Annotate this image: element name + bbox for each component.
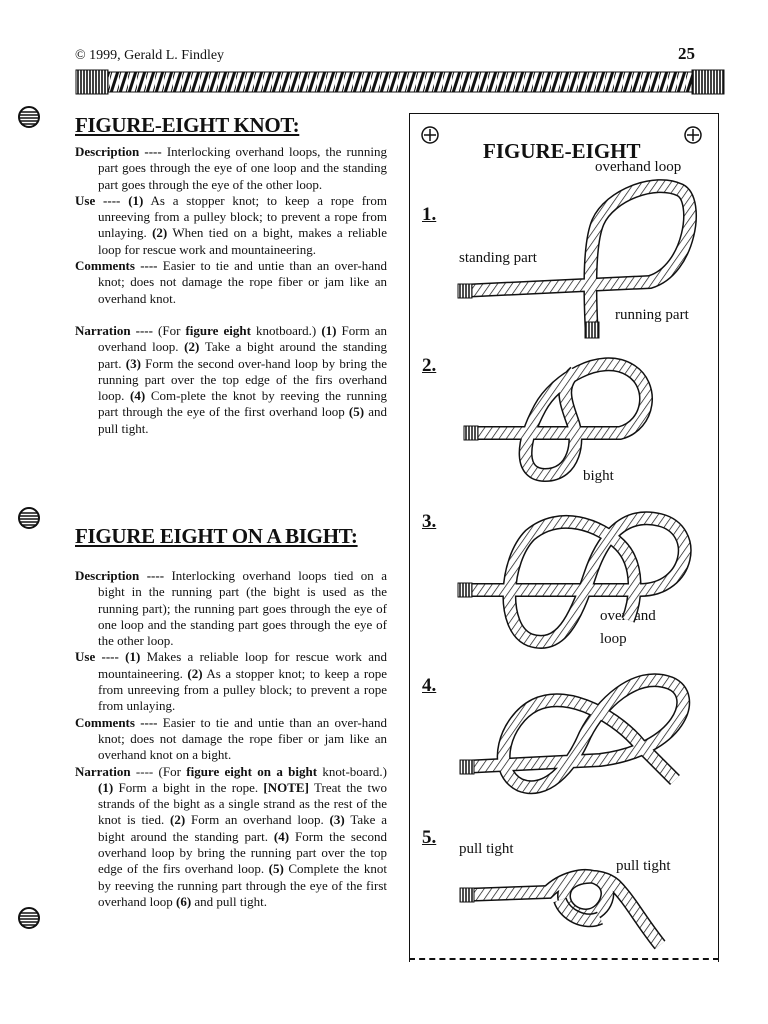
section-title-figure-eight-on-a-bight: FIGURE EIGHT ON A BIGHT: xyxy=(75,524,358,548)
description-text: Interlocking overhand loops tied on a bight in the running part (the bight is used as the running part); the running part goes through the eye of one loop and the standing part goes through the eye of the other loop. xyxy=(98,568,387,649)
step-number: (4) xyxy=(130,388,146,404)
label-overhand: overhand xyxy=(600,608,656,624)
narration-text: Com-plete the knot by reeving the running part through the eye of the first overhand loop xyxy=(98,388,387,420)
step-3-second-loop-drawing xyxy=(458,518,685,642)
comments-label: Comments ---- xyxy=(75,714,158,730)
step-number-3: 3. xyxy=(422,511,437,532)
step-number-5: 5. xyxy=(422,827,437,848)
step-number: (2) xyxy=(184,339,200,355)
narration-knotboard-name: figure eight on a bight xyxy=(186,763,318,779)
narration-text: Form an overhand loop. xyxy=(98,322,388,355)
step-number: (1) xyxy=(98,779,114,795)
use-text: As a stopper knot; to keep a rope from unreeving from a pulley block; to prevent a rope from unlaying. xyxy=(98,192,387,241)
narration-label: Narration xyxy=(75,763,131,779)
step-number: (4) xyxy=(273,828,290,844)
use-text: As a stopper knot; to keep a rope from unreeving from a pulley block; to prevent a rope from unlaying. xyxy=(98,665,387,714)
narration-knotboard-name: figure eight xyxy=(185,322,251,338)
narration-text: Complete the knot by reeving the running part through the eye of the first overhand loop xyxy=(98,861,387,909)
step-number: (5) xyxy=(268,861,284,877)
use-text: When tied on a bight, makes a reliable loop for rescue work and mountaineering. xyxy=(98,225,387,257)
narration-text: (For xyxy=(152,322,186,338)
description-label: Description ---- xyxy=(75,144,162,159)
use-number: (2) xyxy=(187,665,203,681)
note-tag: [NOTE] xyxy=(263,779,309,795)
narration-text: Take a bight around the standing part. xyxy=(98,339,387,371)
use-label: Use ---- xyxy=(75,192,121,208)
label-loop: loop xyxy=(600,631,627,647)
use-number: (2) xyxy=(152,225,168,241)
copyright-notice: © 1999, Gerald L. Findley xyxy=(75,48,225,63)
label-overhand-loop: overhand loop xyxy=(595,159,682,175)
step-number: (5) xyxy=(348,404,365,420)
narration-text: Treat the two strands of the bight as a single strand as the rest of the knot is tied. xyxy=(98,779,387,828)
narration-text: Take a bight around the standing part. xyxy=(98,812,387,844)
page-number: 25 xyxy=(678,44,695,63)
step-number-2: 2. xyxy=(422,355,437,376)
use-text: Makes a reliable loop for rescue work and mountaineering. xyxy=(98,649,387,681)
step-number: (3) xyxy=(329,812,345,828)
narration-text: Form an overhand loop. xyxy=(185,812,330,828)
use-number: (1) xyxy=(128,192,144,208)
step-2-bight-drawing xyxy=(464,364,646,475)
step-number: (2) xyxy=(170,812,186,828)
step-number-1: 1. xyxy=(422,204,437,225)
label-standing-part: standing part xyxy=(459,250,537,266)
narration-label: Narration ---- xyxy=(75,322,153,338)
comments-label: Comments ---- xyxy=(75,258,158,274)
narration-text: knot-board.) xyxy=(317,763,387,779)
step-number: (6) xyxy=(175,893,192,909)
narration-text: Form the second over-hand loop by bring the running part over the top edge of the firs overhand loop. xyxy=(98,355,388,404)
step-number-4: 4. xyxy=(422,675,437,696)
narration-text: Form a bight in the rope. xyxy=(113,779,264,795)
description-label: Description ---- xyxy=(75,568,165,583)
label-pull-tight-left: pull tight xyxy=(459,841,514,857)
step-number: (1) xyxy=(321,322,337,338)
comments-text: Easier to tie and untie than an over-hand knot; does not damage the rope fiber or jam like an overhand knot on a bight. xyxy=(98,714,387,763)
label-pull-tight-right: pull tight xyxy=(616,858,671,874)
use-number: (1) xyxy=(125,649,141,665)
narration-text: ---- (For xyxy=(130,763,187,779)
step-1-overhand-loop-drawing xyxy=(458,186,690,338)
narration-text: and pull tight. xyxy=(191,893,267,909)
narration-text: knotboard.) xyxy=(250,322,322,338)
panel-title: FIGURE-EIGHT xyxy=(483,139,641,163)
step-5-pull-tight-drawing xyxy=(460,876,660,945)
comments-text: Easier to tie and untie than an over-hand knot; does not damage the rope fiber or jam like an overhand knot. xyxy=(98,258,387,306)
use-label: Use ---- xyxy=(75,649,119,665)
description-text: Interlocking overhand loops, the running part goes through the eye of one loop and the standing part goes through the eye of the other loop. xyxy=(98,144,387,192)
narration-text: Form the second overhand loop by bring the running part over the top edge of the firs overhand loop. xyxy=(98,828,388,877)
step-4-reeve-drawing xyxy=(460,680,683,787)
label-bight: bight xyxy=(583,468,614,484)
label-running-part: running part xyxy=(615,307,689,323)
narration-text: and pull tight. xyxy=(98,404,387,436)
step-number: (3) xyxy=(125,355,141,371)
section-title-figure-eight-knot: FIGURE-EIGHT KNOT: xyxy=(75,113,300,137)
